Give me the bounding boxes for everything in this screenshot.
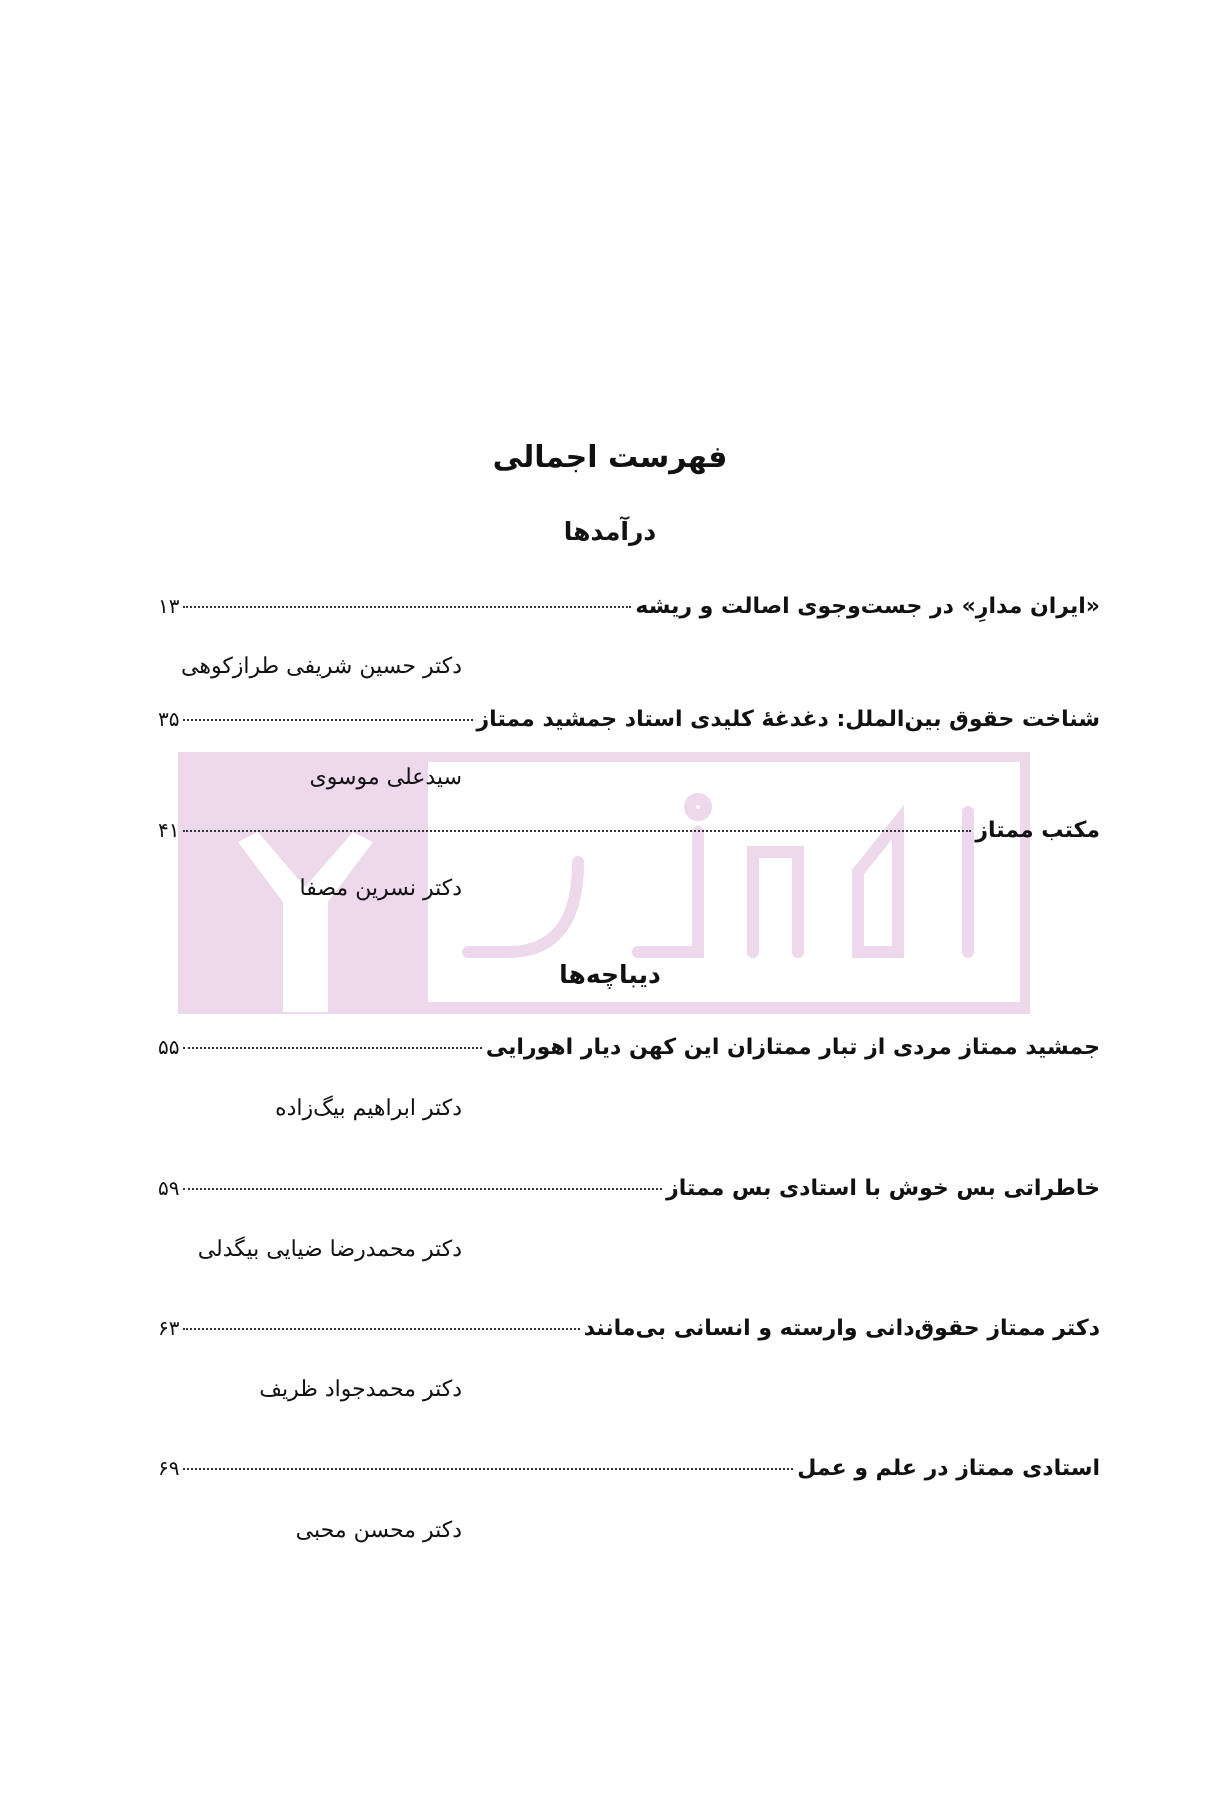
toc-entry-page: ۶۳ — [158, 1316, 180, 1340]
toc-entry-page: ۵۹ — [158, 1176, 180, 1200]
section-heading-prefaces: دیباچه‌ها — [559, 960, 661, 989]
toc-entry[interactable] — [158, 818, 1100, 858]
leader-dots — [183, 719, 472, 721]
toc-entry[interactable] — [158, 1035, 1100, 1075]
toc-entry-author: دکتر محمدرضا ضیایی بیگدلی — [197, 1237, 462, 1262]
toc-entry-title: مکتب ممتاز — [975, 818, 1100, 843]
leader-dots — [183, 1468, 793, 1470]
toc-entry-title: جمشید ممتاز مردی از تبار ممتازان این کهن دیار اهورایی — [485, 1035, 1100, 1060]
toc-entry[interactable] — [158, 1456, 1100, 1496]
toc-entry-author: دکتر محسن محبی — [295, 1518, 462, 1543]
toc-entry-page: ۳۵ — [158, 707, 180, 731]
toc-entry-title: «ایران مدارِ» در جست‌وجوی اصالت و ریشه — [635, 594, 1100, 619]
toc-entry[interactable] — [158, 1316, 1100, 1356]
toc-entry-page: ۱۳ — [158, 594, 180, 618]
toc-entry-title: استادی ممتاز در علم و عمل — [797, 1456, 1100, 1481]
toc-entry-page: ۵۵ — [158, 1035, 180, 1059]
toc-entry[interactable] — [158, 594, 1100, 634]
toc-entry-author: دکتر حسین شریفی طرازکوهی — [181, 654, 462, 679]
section-heading-introductions: درآمدها — [563, 517, 657, 546]
toc-entry-page: ۴۱ — [158, 818, 180, 842]
leader-dots — [183, 1328, 579, 1330]
toc-entry[interactable] — [158, 1176, 1100, 1216]
toc-entry-page: ۶۹ — [158, 1456, 180, 1480]
leader-dots — [183, 1188, 662, 1190]
leader-dots — [183, 606, 631, 608]
toc-entry-author: دکتر محمدجواد ظریف — [259, 1377, 462, 1402]
toc-entry[interactable] — [158, 707, 1100, 747]
toc-entry-title: دکتر ممتاز حقوق‌دانی وارسته و انسانی بی‌مانند — [583, 1316, 1100, 1341]
toc-entry-author: سیدعلی موسوی — [309, 765, 462, 790]
toc-entry-author: دکتر نسرین مصفا — [299, 876, 462, 901]
toc-entry-title: خاطراتی بس خوش با استادی بس ممتاز — [666, 1176, 1100, 1201]
toc-entry-title: شناخت حقوق بین‌الملل: دغدغهٔ کلیدی استاد جمشید ممتاز — [476, 707, 1100, 732]
leader-dots — [183, 1047, 481, 1049]
toc-entry-author: دکتر ابراهیم بیگ‌زاده — [275, 1096, 462, 1121]
page-title: فهرست اجمالی — [492, 440, 728, 475]
leader-dots — [183, 830, 971, 832]
